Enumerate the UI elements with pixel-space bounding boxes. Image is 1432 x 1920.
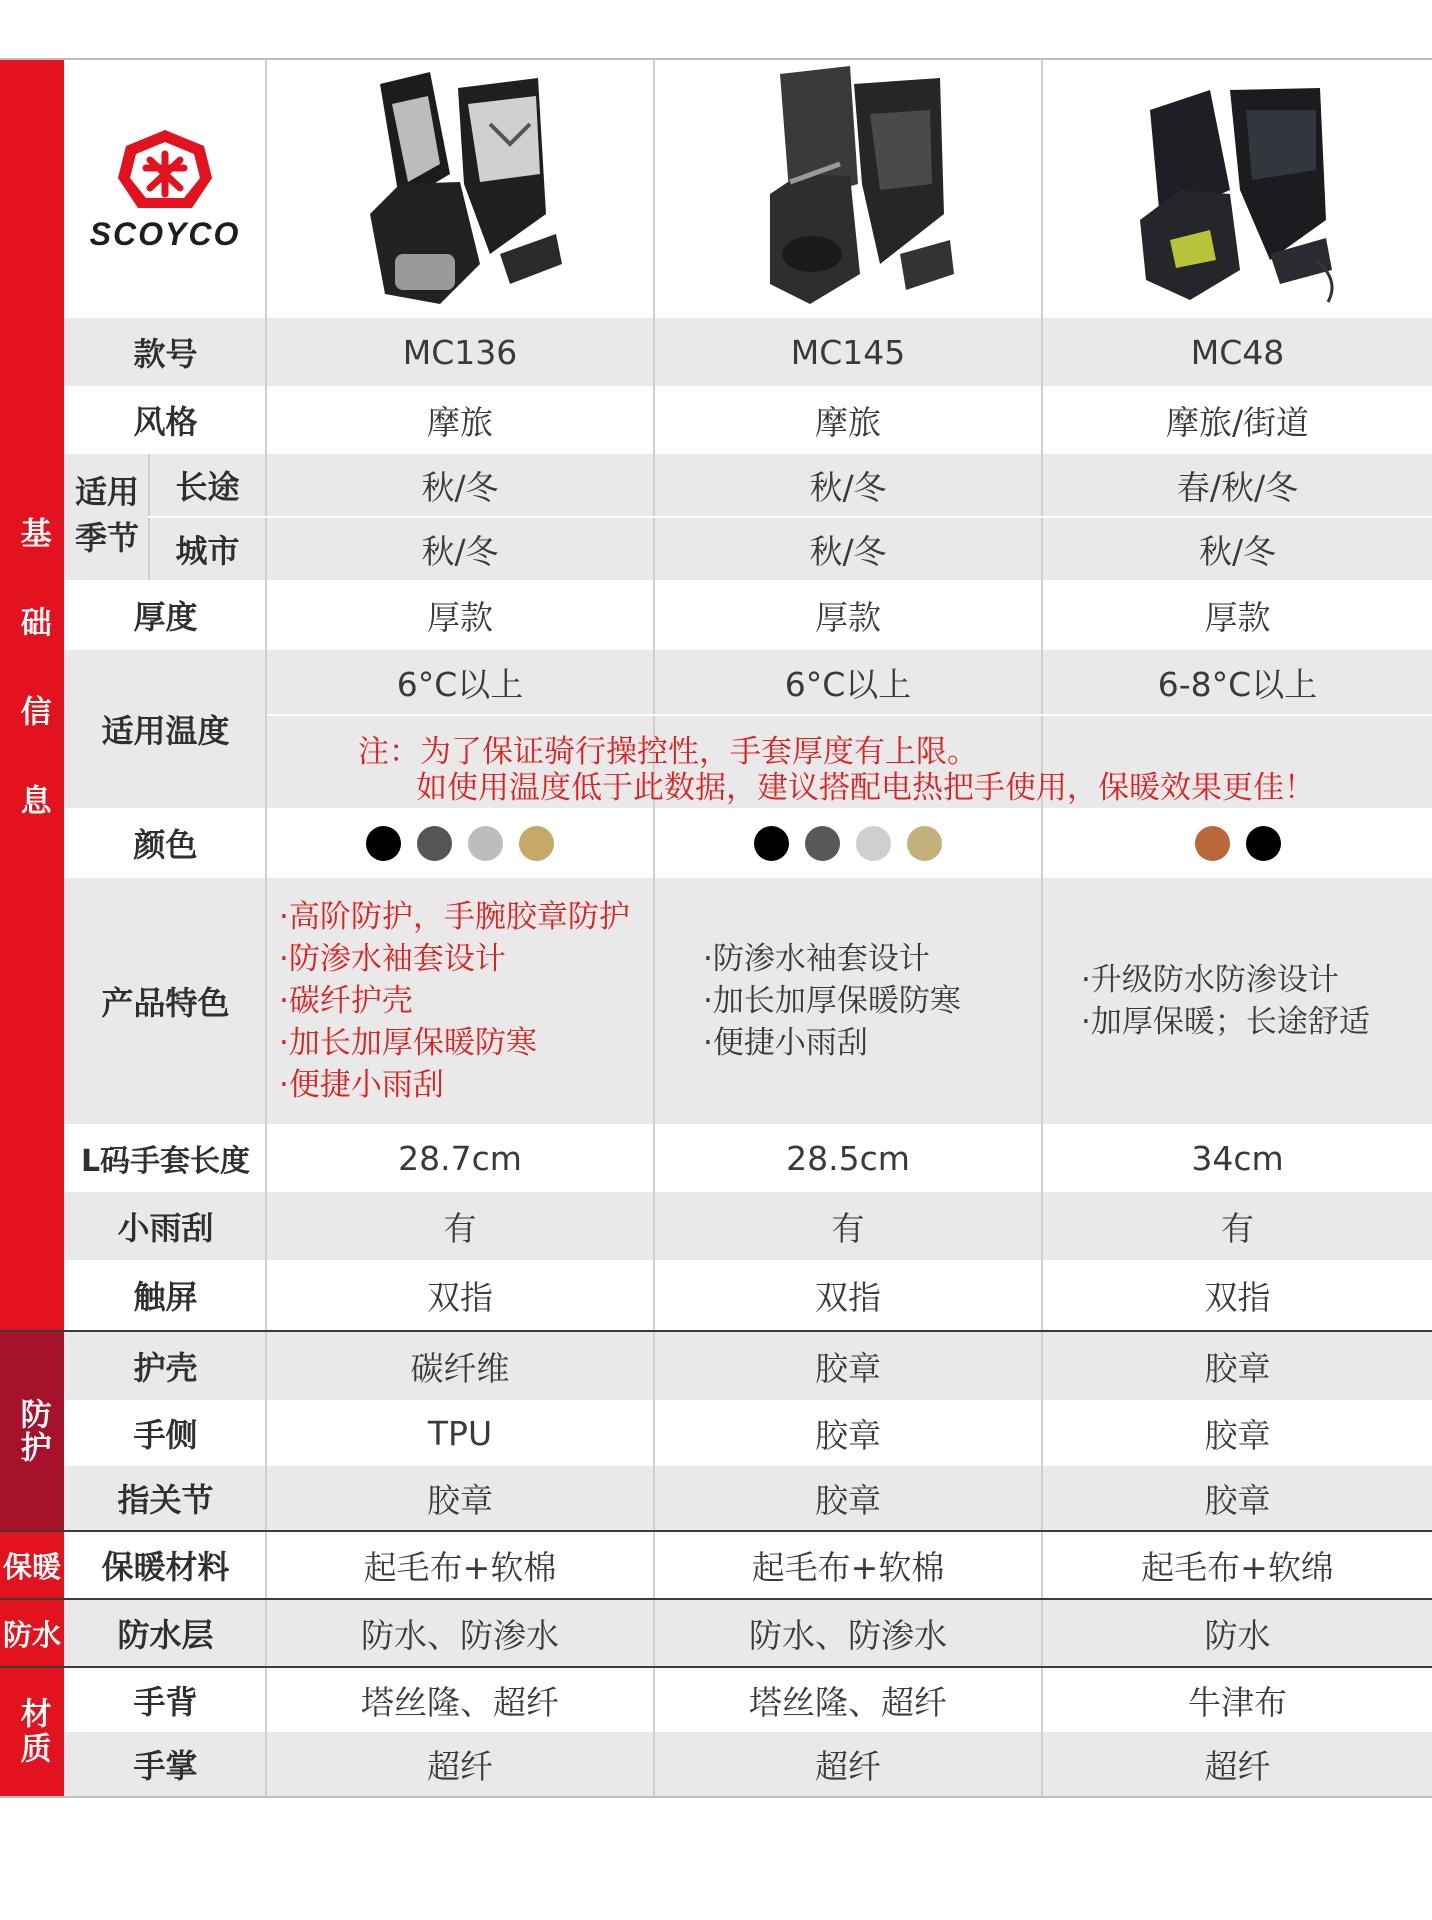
color-swatch[interactable] (366, 826, 401, 861)
value-thickness: 厚款 (427, 597, 493, 637)
value-season-city: 秋/冬 (421, 531, 499, 571)
label-season-a: 适用 (74, 473, 139, 511)
label-palm: 手掌 (133, 1747, 198, 1785)
color-swatches (655, 808, 1041, 878)
value-side: 胶章 (1204, 1415, 1271, 1455)
value-touch: 双指 (427, 1277, 493, 1317)
color-swatch[interactable] (417, 826, 452, 861)
feature-item: ·防渗水袖套设计 (279, 941, 506, 977)
value-palm: 超纤 (1204, 1746, 1271, 1786)
value-style: 摩旅/街道 (1165, 402, 1310, 442)
value-length: 28.5cm (786, 1138, 910, 1178)
color-swatch[interactable] (1246, 826, 1281, 861)
label-length: L码手套长度 (80, 1144, 251, 1179)
value-model: MC136 (402, 332, 518, 372)
value-model: MC48 (1190, 332, 1285, 372)
label-wiper: 小雨刮 (117, 1209, 214, 1247)
value-season-city: 秋/冬 (809, 531, 887, 571)
value-palm: 超纤 (427, 1746, 493, 1786)
note-line-1: 注：为了保证骑行操控性，手套厚度有上限。 (358, 734, 978, 770)
value-warm-material: 起毛布+软棉 (751, 1547, 945, 1587)
feature-item: ·防渗水袖套设计 (703, 941, 930, 977)
label-knuckle: 指关节 (117, 1481, 214, 1519)
value-length: 34cm (1191, 1138, 1284, 1178)
glove-icon (1120, 70, 1360, 310)
label-features: 产品特色 (101, 984, 230, 1022)
color-swatch[interactable] (754, 826, 789, 861)
label-shell: 护壳 (133, 1349, 198, 1387)
label-waterproof-layer: 防水层 (117, 1616, 214, 1654)
label-back: 手背 (133, 1683, 198, 1721)
color-swatch[interactable] (468, 826, 503, 861)
label-warm-material: 保暖材料 (101, 1548, 230, 1586)
value-thickness: 厚款 (815, 597, 881, 637)
color-swatch[interactable] (805, 826, 840, 861)
color-swatch[interactable] (1195, 826, 1230, 861)
value-temperature: 6-8°C以上 (1157, 664, 1318, 704)
label-thickness: 厚度 (133, 598, 198, 636)
value-knuckle: 胶章 (427, 1480, 493, 1520)
feature-item: ·加厚保暖；长途舒适 (1081, 1004, 1370, 1040)
note-line-2: 如使用温度低于此数据，建议搭配电热把手使用，保暖效果更佳！ (416, 770, 1315, 806)
category-protection: 防护 (0, 1332, 64, 1530)
bottom-rule (0, 1796, 1432, 1798)
feature-item: ·碳纤护壳 (279, 983, 413, 1019)
value-temperature: 6°C以上 (784, 664, 912, 704)
feature-item: ·升级防水防渗设计 (1081, 962, 1339, 998)
label-season-long: 长途 (175, 468, 240, 506)
value-touch: 双指 (815, 1277, 881, 1317)
product-image-mc136 (340, 64, 580, 312)
value-back: 牛津布 (1188, 1682, 1287, 1722)
color-swatch[interactable] (907, 826, 942, 861)
value-touch: 双指 (1204, 1277, 1271, 1317)
value-warm-material: 起毛布+软绵 (1141, 1547, 1334, 1587)
value-back: 塔丝隆、超纤 (749, 1682, 947, 1722)
feature-item: ·加长加厚保暖防寒 (279, 1025, 537, 1061)
value-side: TPU (427, 1413, 493, 1453)
feature-item: ·高阶防护，手腕胶章防护 (279, 899, 630, 935)
brand-logo (66, 120, 264, 260)
color-swatches (267, 808, 653, 878)
value-style: 摩旅 (427, 402, 493, 442)
feature-item: ·便捷小雨刮 (703, 1025, 868, 1061)
value-wiper: 有 (1221, 1208, 1254, 1248)
label-model: 款号 (133, 335, 198, 373)
category-waterproof: 防水 (0, 1600, 64, 1666)
label-temperature: 适用温度 (101, 712, 230, 750)
value-shell: 碳纤维 (410, 1348, 510, 1388)
value-length: 28.7cm (398, 1138, 522, 1178)
color-swatches (1043, 808, 1432, 878)
value-style: 摩旅 (815, 402, 881, 442)
feature-item: ·便捷小雨刮 (279, 1067, 444, 1103)
value-waterproof-layer: 防水、防渗水 (361, 1615, 559, 1655)
category-material: 材质 (0, 1668, 64, 1796)
value-thickness: 厚款 (1204, 597, 1271, 637)
color-swatch[interactable] (519, 826, 554, 861)
value-palm: 超纤 (815, 1746, 881, 1786)
scoyco-logo-icon (66, 120, 264, 260)
svg-text:SCOYCO: SCOYCO (89, 216, 241, 252)
label-side: 手侧 (133, 1416, 198, 1454)
category-warmth: 保暖 (0, 1532, 64, 1598)
value-waterproof-layer: 防水、防渗水 (749, 1615, 947, 1655)
category-basic: 基础信息 (0, 60, 64, 1330)
label-touch: 触屏 (133, 1278, 198, 1316)
value-model: MC145 (790, 332, 906, 372)
glove-icon (340, 64, 580, 312)
value-season-long: 春/秋/冬 (1176, 467, 1299, 507)
value-shell: 胶章 (815, 1348, 881, 1388)
label-style: 风格 (133, 403, 198, 441)
value-temperature: 6°C以上 (396, 664, 524, 704)
value-season-long: 秋/冬 (809, 467, 887, 507)
value-warm-material: 起毛布+软棉 (363, 1547, 557, 1587)
value-knuckle: 胶章 (815, 1480, 881, 1520)
value-shell: 胶章 (1204, 1348, 1271, 1388)
feature-item: ·加长加厚保暖防寒 (703, 983, 961, 1019)
value-side: 胶章 (815, 1415, 881, 1455)
value-wiper: 有 (443, 1208, 477, 1248)
label-color: 颜色 (133, 826, 198, 864)
product-image-mc145 (730, 64, 970, 312)
color-swatch[interactable] (856, 826, 891, 861)
value-back: 塔丝隆、超纤 (361, 1682, 559, 1722)
value-knuckle: 胶章 (1204, 1480, 1271, 1520)
value-season-long: 秋/冬 (421, 467, 499, 507)
value-season-city: 秋/冬 (1198, 531, 1277, 571)
label-season-b: 季节 (74, 519, 139, 557)
row-split (267, 714, 1432, 716)
value-waterproof-layer: 防水 (1204, 1615, 1271, 1655)
product-image-mc48 (1120, 70, 1360, 310)
glove-icon (730, 64, 970, 312)
label-season-city: 城市 (175, 532, 240, 570)
value-wiper: 有 (831, 1208, 865, 1248)
